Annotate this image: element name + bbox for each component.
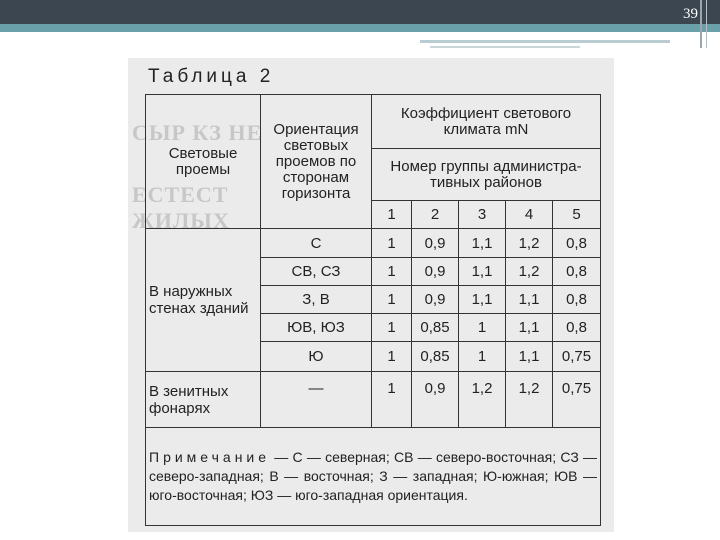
value-cell: 0,75 xyxy=(553,342,601,372)
value-cell: 1 xyxy=(372,229,412,258)
value-cell: 1 xyxy=(459,314,506,342)
decorative-line xyxy=(430,46,580,48)
value-cell: 1,2 xyxy=(506,258,553,286)
value-cell: 1,1 xyxy=(459,286,506,314)
value-cell: 1,1 xyxy=(506,286,553,314)
section-label: В наружных стенах зданий xyxy=(146,229,261,372)
value-cell: 0,8 xyxy=(553,258,601,286)
value-cell: 1,1 xyxy=(459,229,506,258)
value-cell: 0,85 xyxy=(412,342,459,372)
decorative-line xyxy=(700,0,702,48)
orientation-cell: Ю xyxy=(261,342,372,372)
value-cell: 0,8 xyxy=(553,286,601,314)
header-openings: Световые проемы xyxy=(146,95,261,229)
value-cell: 1 xyxy=(372,314,412,342)
value-cell: 1 xyxy=(372,372,412,428)
value-cell: 1,1 xyxy=(506,314,553,342)
value-cell: 1,1 xyxy=(459,258,506,286)
table-row xyxy=(146,229,601,258)
group-number: 4 xyxy=(506,201,553,229)
group-number: 2 xyxy=(412,201,459,229)
slide-top-bar xyxy=(0,0,720,24)
value-cell: 1,2 xyxy=(506,372,553,428)
bleed-through-text: СЫР КЗ НЕ xyxy=(132,120,263,145)
table-caption: Таблица 2 xyxy=(148,66,275,87)
header-orientation: Ориентация световых проемов по сторонам горизонта xyxy=(261,95,372,229)
decorative-line xyxy=(706,0,707,48)
value-cell: 0,9 xyxy=(412,372,459,428)
value-cell: 0,9 xyxy=(412,229,459,258)
scanned-table-image xyxy=(128,58,614,532)
header-region-groups: Номер группы администра-тивных районов xyxy=(372,149,601,201)
lighting-climate-table xyxy=(145,94,601,526)
value-cell: 0,8 xyxy=(553,229,601,258)
decorative-line xyxy=(420,40,670,43)
section-label: В зенитных фонарях xyxy=(146,372,261,428)
value-cell: 0,75 xyxy=(553,372,601,428)
orientation-cell: — xyxy=(261,372,372,428)
note-label: Примечание xyxy=(149,449,271,465)
header-coefficient: Коэффициент светового климата mN xyxy=(372,95,601,149)
value-cell: 0,9 xyxy=(412,258,459,286)
value-cell: 1 xyxy=(372,342,412,372)
orientation-cell: ЮВ, ЮЗ xyxy=(261,314,372,342)
table-row xyxy=(146,428,601,526)
value-cell: 0,85 xyxy=(412,314,459,342)
bleed-through-text: ЖИЛЫХ xyxy=(132,208,230,233)
orientation-cell: З, В xyxy=(261,286,372,314)
orientation-cell: С xyxy=(261,229,372,258)
value-cell: 1,1 xyxy=(506,342,553,372)
note-text: — С — северная; СВ — северо-восточная; СЗ — северо-западная; В — восточная; З — западная; Ю-южная; ЮВ — юго-восточная; ЮЗ — юго-западная ориентация. xyxy=(149,449,598,503)
value-cell: 0,9 xyxy=(412,286,459,314)
slide-number: 39 xyxy=(683,6,698,22)
group-number: 3 xyxy=(459,201,506,229)
value-cell: 1,2 xyxy=(459,372,506,428)
orientation-cell: СВ, СЗ xyxy=(261,258,372,286)
value-cell: 1,2 xyxy=(506,229,553,258)
value-cell: 1 xyxy=(372,258,412,286)
table-note xyxy=(146,428,601,526)
group-number: 1 xyxy=(372,201,412,229)
value-cell: 0,8 xyxy=(553,314,601,342)
value-cell: 1 xyxy=(459,342,506,372)
table-row xyxy=(146,372,601,428)
slide-accent-stripe xyxy=(0,24,720,32)
value-cell: 1 xyxy=(372,286,412,314)
bleed-through-text: ЕСТЕСТ xyxy=(132,182,229,207)
group-number: 5 xyxy=(553,201,601,229)
